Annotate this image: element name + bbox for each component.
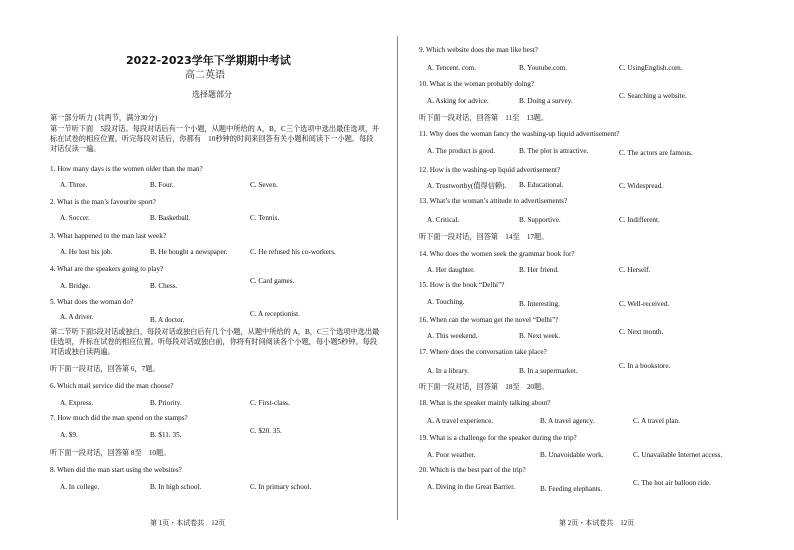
question-4: 4. What are the speakers going to play?: [50, 265, 164, 273]
page-2: [397, 0, 794, 550]
q9-option-a: A. Tencent. com.: [427, 64, 477, 72]
instruction-11-13: 听下面一段对话，回答第 11至 13题。: [419, 114, 549, 122]
q16-option-a: A. This weekend.: [427, 332, 478, 340]
q14-option-a: A. Her daughter.: [427, 266, 475, 274]
q19-option-b: B. Unavoidable work.: [540, 451, 604, 459]
q1-option-b: B. Four.: [150, 181, 174, 189]
q7-option-a: A. $9.: [60, 431, 78, 439]
q5-option-b: B. A doctor.: [150, 316, 185, 324]
question-17: 17. Where does the conversation take place?: [419, 348, 547, 356]
q16-option-c: C. Next month.: [619, 328, 664, 336]
question-18: 18. What is the speaker mainly talking about?: [419, 399, 551, 407]
q15-option-b: B. Interesting.: [519, 300, 560, 308]
q10-option-c: C. Searching a website.: [619, 92, 687, 100]
q15-option-a: A. Touching.: [427, 298, 465, 306]
q6-option-c: C. First-class.: [250, 399, 290, 407]
q5-option-c: C. A receptionist.: [250, 310, 300, 318]
q13-option-c: C. Indifferent.: [619, 216, 660, 224]
question-10: 10. What is the woman probably doing?: [419, 80, 535, 88]
exam-title: 2022-2023学年下学期期中考试: [126, 54, 291, 67]
instruction-8-10: 听下面一段对话，回答第 8至 10题。: [50, 449, 171, 457]
q14-option-b: B. Her friend.: [519, 266, 559, 274]
q12-option-b: B. Educational.: [519, 181, 564, 189]
q2-option-b: B. Basketball.: [150, 214, 191, 222]
q11-option-c: C. The actors are famous.: [619, 149, 693, 157]
q20-option-a: A. Diving in the Great Barrier.: [427, 483, 516, 491]
q3-option-c: C. He refused his co-workers.: [250, 248, 336, 256]
q13-option-b: B. Supportive.: [519, 216, 561, 224]
section2-intro: 第二节听下面5段对话或独白，每段对话或独白后有几个小题，从题中所给的 A，B，C三个选项中选出最佳选项，并标在试卷的相应位置。听每段对话或独白前，你将有时间阅读各个小题，每小题5秒钟。每段对话或独白读两遍。: [50, 328, 380, 356]
question-13: 13. What’s the woman’s attitude to advertisements?: [419, 197, 568, 205]
q17-option-a: A. In a library.: [427, 367, 470, 375]
q4-option-a: A. Bridge.: [60, 282, 91, 290]
q3-option-a: A. He lost his job.: [60, 248, 113, 256]
section1-intro: 第一节听下面 5段对话。每段对话后有一个小题，从题中所给的 A，B，C三个选项中选出最佳选项，并标在试卷的相应位置。听完每段对话后，你都有 10秒钟的时间来回答有关小题和阅读下一小题。每段对话仅读一遍。: [50, 125, 380, 153]
question-14: 14. Who does the women seek the grammar book for?: [419, 250, 575, 258]
q20-option-b: B. Feeding elephants.: [540, 485, 603, 493]
q8-option-b: B. In high school.: [150, 483, 202, 491]
question-16: 16. When can the woman get the novel “Delhi”?: [419, 316, 559, 324]
q12-option-c: C. Widespread.: [619, 182, 664, 190]
section-title: 选择题部分: [192, 90, 232, 99]
q14-option-c: C. Herself.: [619, 266, 651, 274]
q7-option-c: C. $20. 35.: [250, 427, 282, 435]
q4-option-b: B. Chess.: [150, 282, 178, 290]
question-7: 7. How much did the man spend on the stamps?: [50, 414, 188, 422]
q13-option-a: A. Critical.: [427, 216, 460, 224]
instruction-6-7: 听下面一段对话，回答第 6，7题。: [50, 365, 160, 373]
q3-option-b: B. He bought a newspaper.: [150, 248, 228, 256]
question-5: 5. What does the woman do?: [50, 298, 134, 306]
instruction-14-17: 听下面一段对话，回答第 14至 17题。: [419, 233, 549, 241]
q18-option-a: A. A travel experience.: [427, 417, 494, 425]
q1-option-a: A. Three.: [60, 181, 88, 189]
question-8: 8. When did the man start using the websites?: [50, 466, 182, 474]
q17-option-b: B. In a supermarket.: [519, 367, 578, 375]
q6-option-b: B. Priority.: [150, 399, 182, 407]
page-1-footer: 第 1页・本试卷共 12页: [150, 519, 226, 527]
q9-option-c: C. UsingEnglish.com.: [619, 64, 683, 72]
q10-option-a: A. Asking for advice.: [427, 97, 489, 105]
q18-option-b: B. A travel agency.: [540, 417, 595, 425]
question-19: 19. What is a challenge for the speaker during the trip?: [419, 434, 577, 442]
q9-option-b: B. Youtube.com.: [519, 64, 568, 72]
q20-option-c: C. The hot air balloon ride.: [633, 479, 711, 487]
q2-option-a: A. Soccer.: [60, 214, 90, 222]
q8-option-c: C. In primary school.: [250, 483, 312, 491]
q5-option-a: A. A driver.: [60, 313, 94, 321]
q12-option-a: A. Trustworthy(值得信赖).: [427, 182, 507, 190]
question-9: 9. Which website does the man like best?: [419, 46, 538, 54]
q6-option-a: A. Express.: [60, 399, 94, 407]
page-2-footer: 第 2页・本试卷共 12页: [559, 519, 635, 527]
question-6: 6. Which mail service did the man choose?: [50, 382, 174, 390]
q17-option-c: C. In a bookstore.: [619, 362, 671, 370]
question-2: 2. What is the man’s favourite sport?: [50, 198, 156, 206]
part1-header: 第一部分听力 (共两节，满分30分): [50, 114, 158, 122]
question-1: 1. How many days is the women older than the man?: [50, 165, 203, 173]
question-3: 3. What happened to the man last week?: [50, 232, 167, 240]
question-12: 12. How is the washing-up liquid advertisement?: [419, 166, 561, 174]
q1-option-c: C. Seven.: [250, 181, 278, 189]
q10-option-b: B. Doing a survey.: [519, 97, 573, 105]
q11-option-b: B. The plot is attractive.: [519, 147, 589, 155]
q19-option-a: A. Poor weather.: [427, 451, 476, 459]
exam-subject: 高二英语: [185, 70, 225, 81]
instruction-18-20: 听下面一段对话，回答第 18至 20题。: [419, 383, 549, 391]
question-11: 11. Why does the woman fancy the washing-up liquid advertisement?: [419, 130, 620, 138]
q15-option-c: C. Well-received.: [619, 300, 670, 308]
q19-option-c: C. Unavailable Internet access.: [633, 451, 723, 459]
q11-option-a: A. The product is good.: [427, 147, 496, 155]
question-20: 20. Which is the best part of the trip?: [419, 466, 526, 474]
q4-option-c: C. Card games.: [250, 277, 295, 285]
q8-option-a: A. In college.: [60, 483, 100, 491]
q16-option-b: B. Next week.: [519, 332, 561, 340]
q18-option-c: C. A travel plan.: [633, 417, 680, 425]
q7-option-b: B. $11. 35.: [150, 431, 182, 439]
q2-option-c: C. Tennis.: [250, 214, 280, 222]
question-15: 15. How is the book “Delhi”?: [419, 281, 505, 289]
